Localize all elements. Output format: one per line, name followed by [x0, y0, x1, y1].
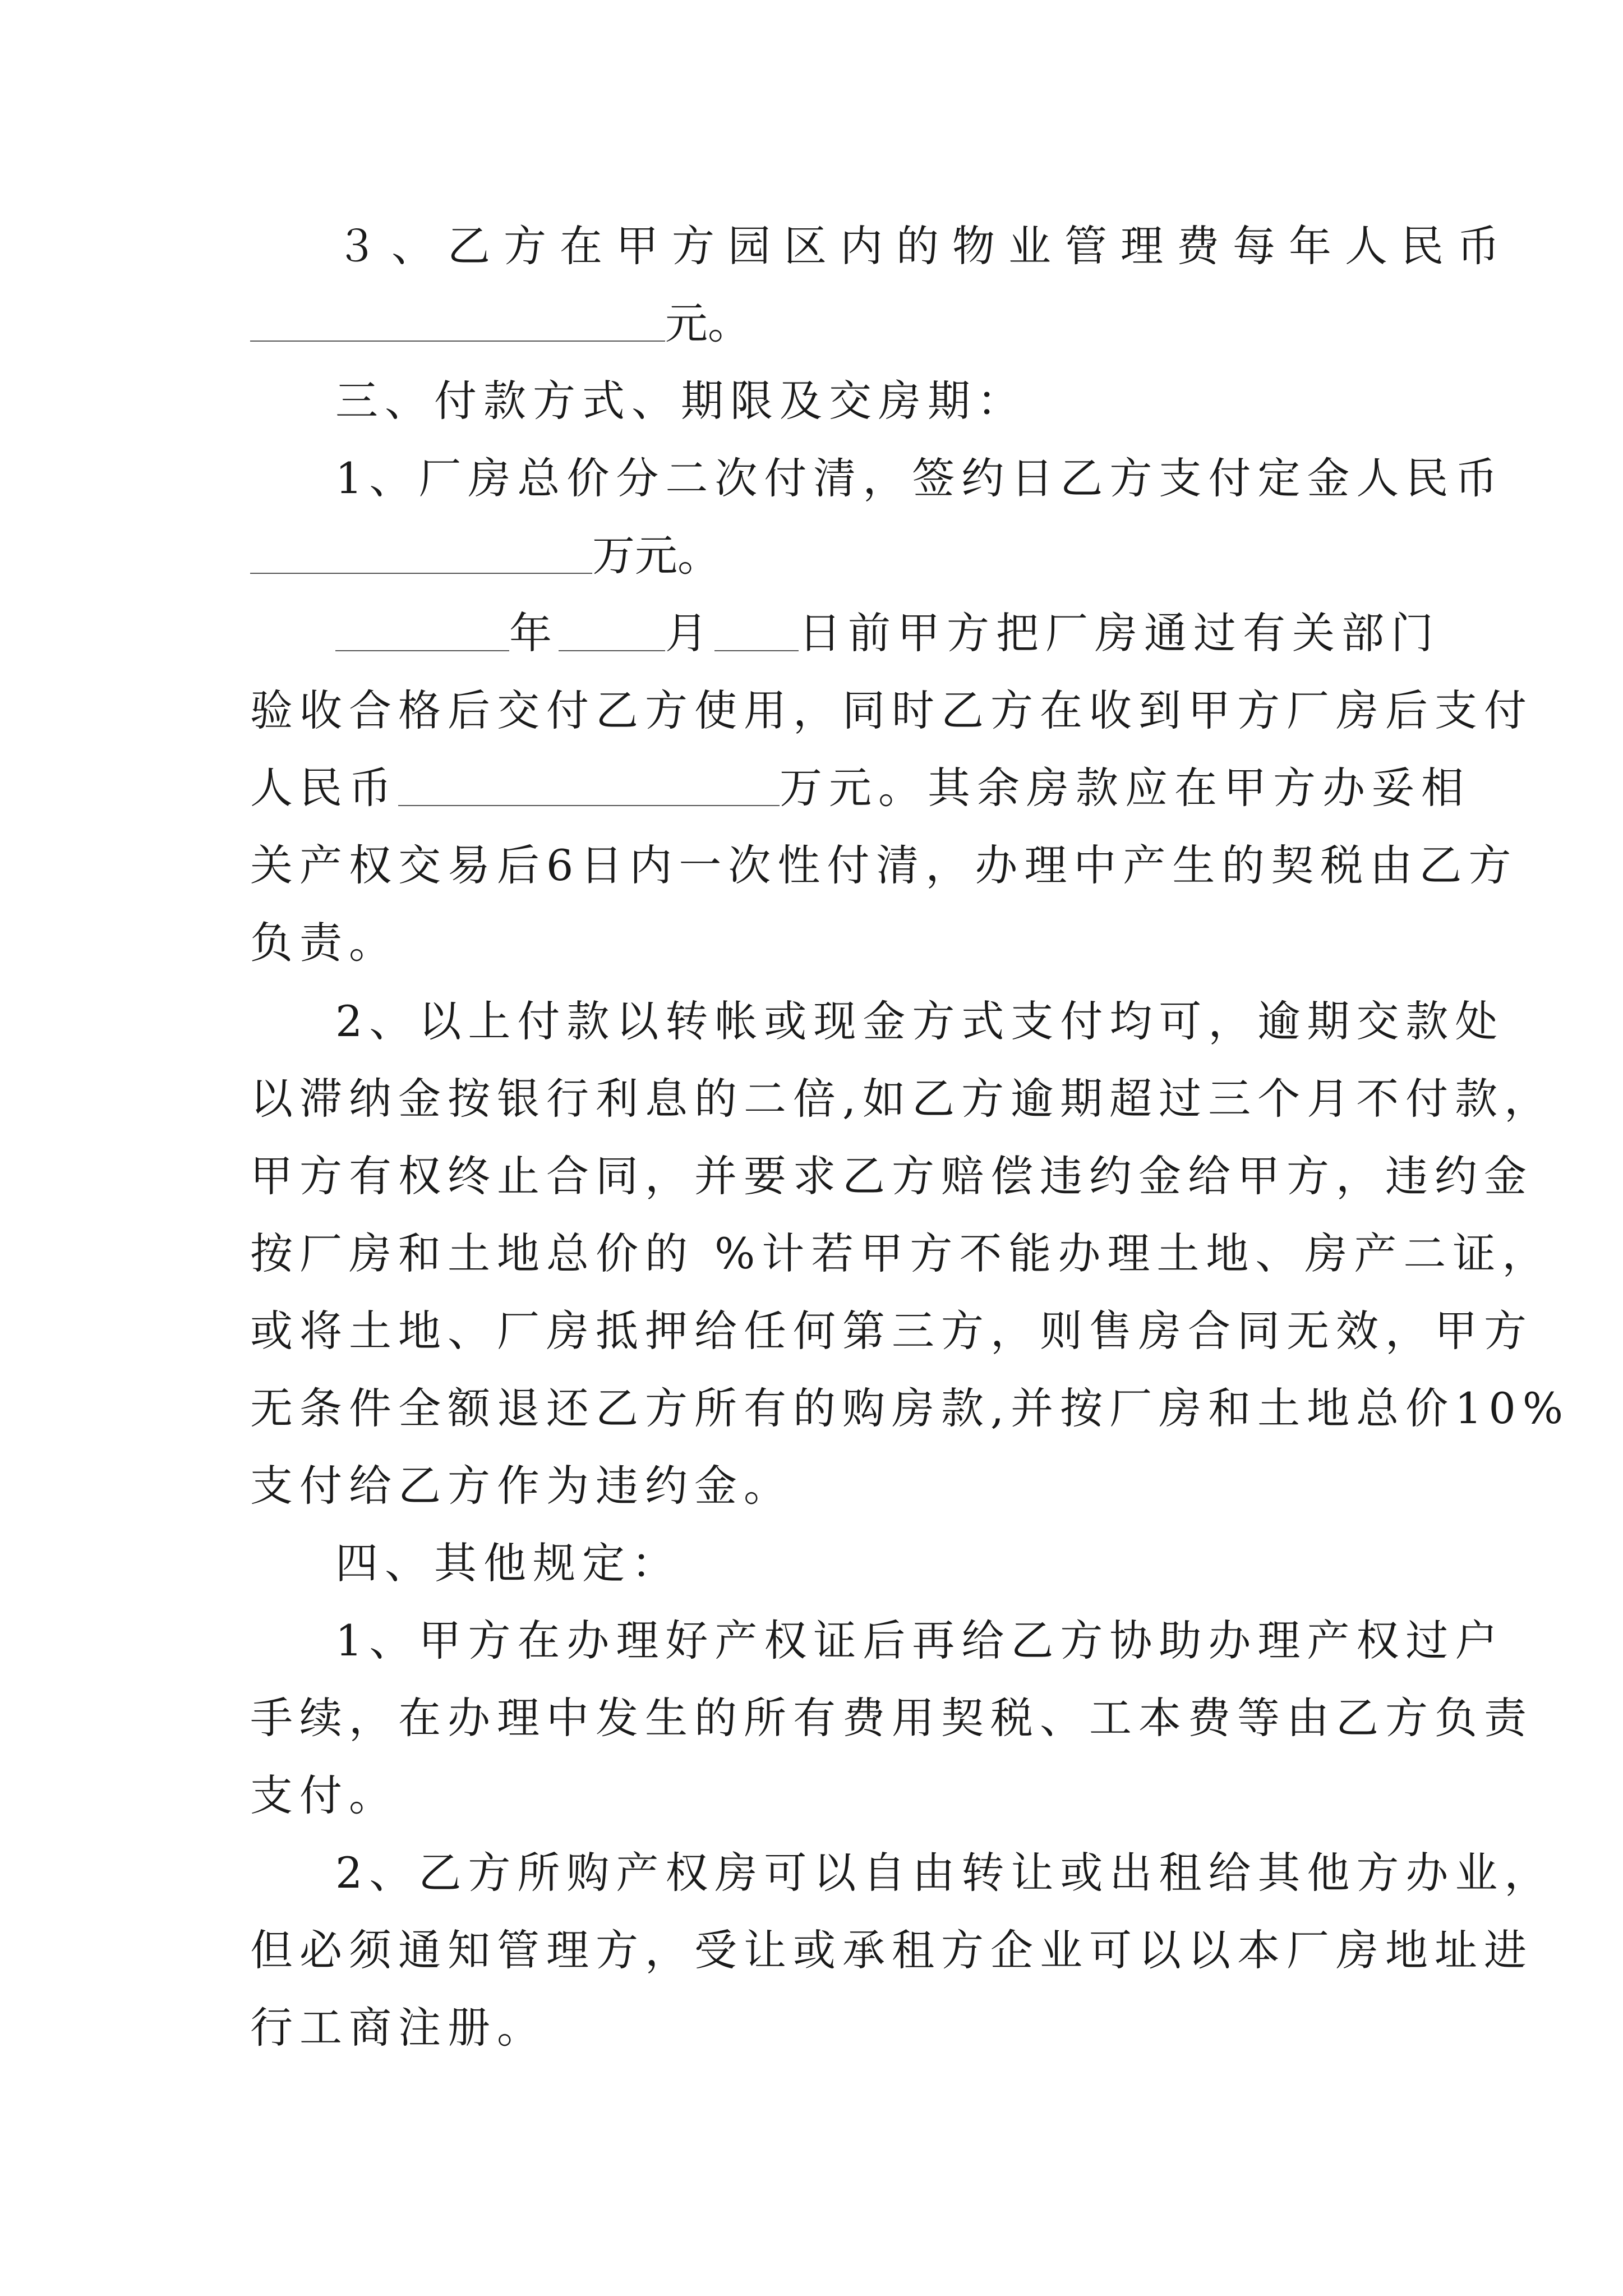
other-1-line-2: 手续，在办理中发生的所有费用契税、工本费等由乙方负责	[250, 1693, 1533, 1743]
payment-1-line-3-rest: 日前甲方把厂房通过有关部门	[799, 608, 1440, 658]
month-blank	[559, 613, 665, 651]
clause-3-line-1: ３、乙方在甲方园区内的物业管理费每年人民币	[335, 221, 1513, 271]
payment-1-line-7: 负责。	[250, 918, 398, 968]
other-1-line-1: 1、甲方在办理好产权证后再给乙方协助办理产权过户	[335, 1616, 1505, 1665]
section-3-heading: 三、付款方式、期限及交房期：	[335, 376, 1026, 426]
payment-2-line-3: 甲方有权终止合同，并要求乙方赔偿违约金给甲方，违约金	[250, 1151, 1533, 1201]
payment-1-line-3	[250, 595, 1440, 672]
payment-2-line-1: 2、以上付款以转帐或现金方式支付均可，逾期交款处	[335, 996, 1505, 1046]
payment-2-line-6: 无条件全额退还乙方所有的购房款,并按厂房和土地总价10%	[250, 1383, 1570, 1433]
deposit-blank	[250, 536, 592, 574]
section-4-heading: 四、其他规定：	[335, 1538, 681, 1588]
payment-2-line-2: 以滞纳金按银行利息的二倍,如乙方逾期超过三个月不付款，	[250, 1074, 1554, 1124]
other-2-line-2: 但必须通知管理方，受让或承租方企业可以以本厂房地址进	[250, 1925, 1533, 1975]
payment-1-line-1: 1、厂房总价分二次付清，签约日乙方支付定金人民币	[335, 453, 1505, 503]
clause-3-line-2	[250, 285, 1392, 362]
payment-1-line-2	[250, 517, 1392, 595]
payment-2-line-7: 支付给乙方作为违约金。	[250, 1461, 793, 1511]
month-label: 月	[665, 608, 714, 658]
payment-1-line-4: 验收合格后交付乙方使用，同时乙方在收到甲方厂房后支付	[250, 685, 1533, 735]
day-blank	[714, 613, 799, 651]
other-1-line-3: 支付。	[250, 1770, 398, 1820]
year-blank	[335, 613, 509, 651]
payment-1-line-2-suffix: 万元。	[592, 531, 720, 581]
year-label: 年	[509, 608, 559, 658]
other-2-line-3: 行工商注册。	[250, 2003, 546, 2053]
payment-1-line-5-prefix: 人民币	[250, 763, 398, 813]
other-2-line-1: 2、乙方所购产权房可以自由转让或出租给其他方办业，	[335, 1848, 1554, 1898]
document-page	[250, 208, 1570, 2067]
amount-blank	[250, 303, 665, 342]
clause-3-suffix: 元。	[665, 298, 750, 348]
payment-2-line-5: 或将土地、厂房抵押给任何第三方，则售房合同无效，甲方	[250, 1306, 1533, 1356]
payment-amount-blank	[398, 768, 780, 806]
payment-1-line-5	[250, 749, 1470, 827]
payment-1-line-5-suffix: 万元。其余房款应在甲方办妥相	[780, 763, 1470, 813]
payment-1-line-6: 关产权交易后6日内一次性付清，办理中产生的契税由乙方	[250, 840, 1518, 890]
payment-2-line-4: 按厂房和土地总价的 %计若甲方不能办理土地、房产二证，	[250, 1228, 1552, 1278]
